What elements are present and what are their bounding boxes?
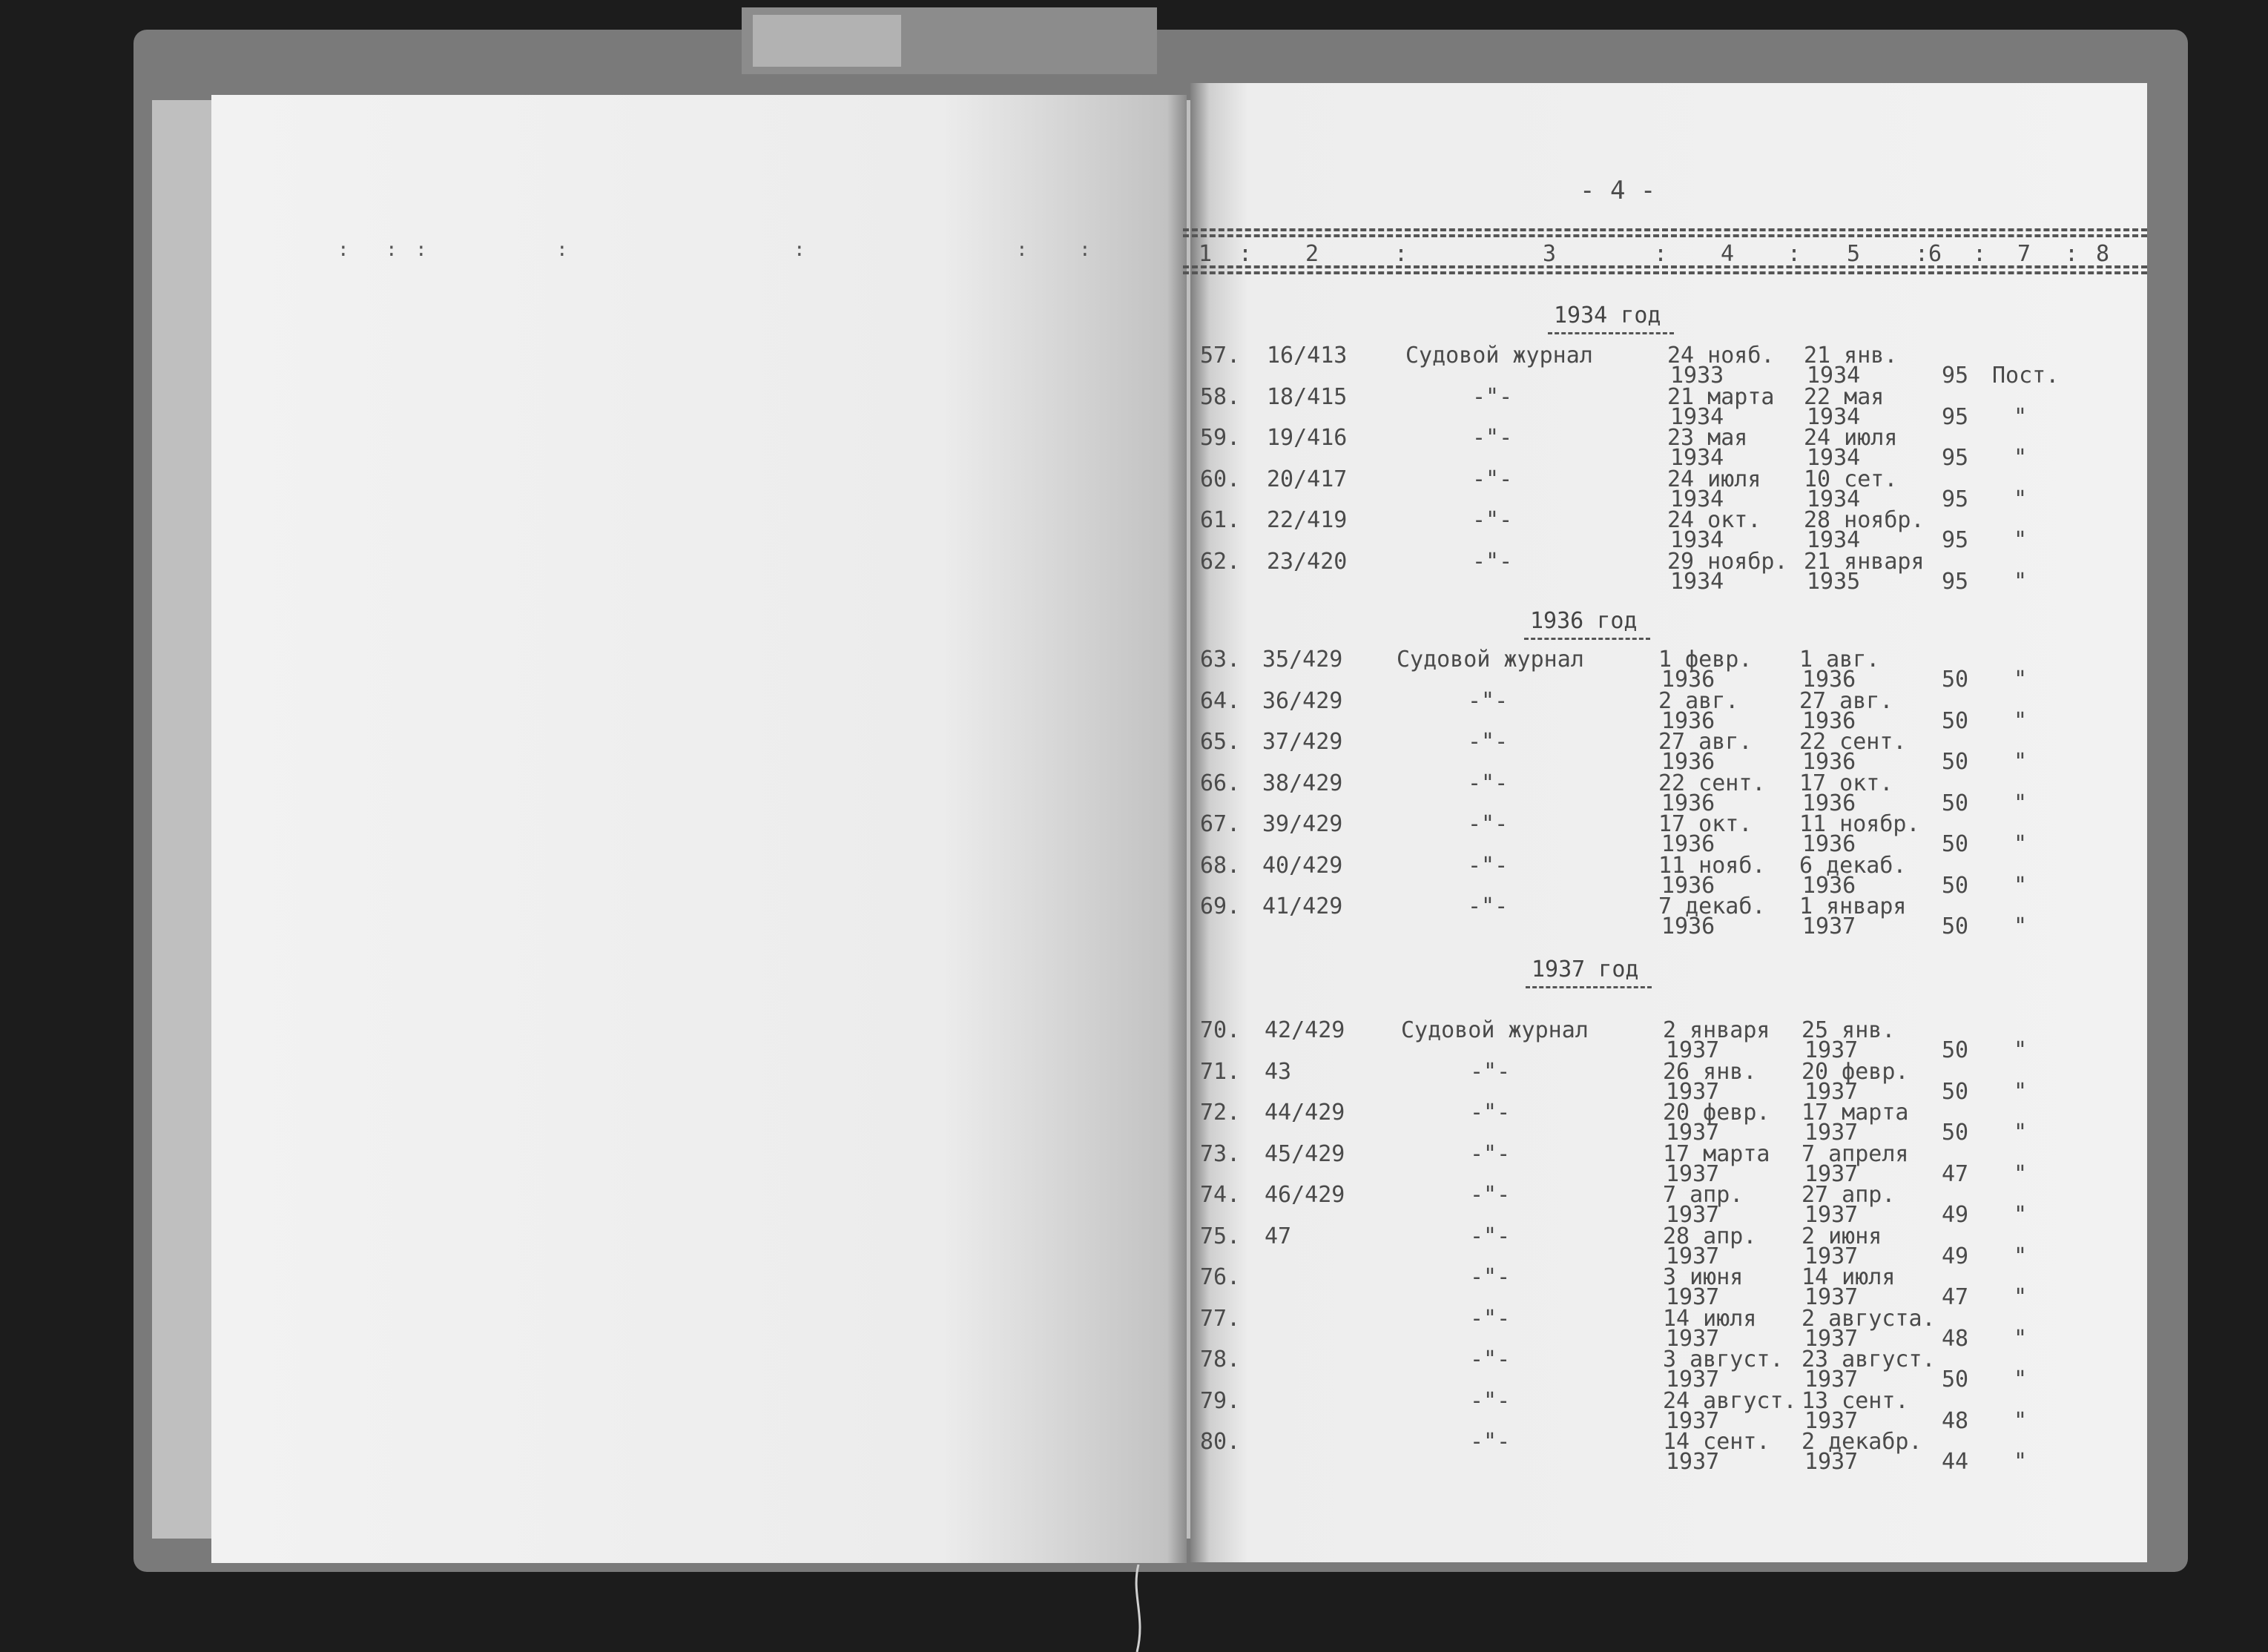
row-start-year: 1937: [1666, 1120, 1720, 1146]
row-note: ": [2014, 1202, 2028, 1228]
row-description: -"-: [1470, 1387, 1511, 1414]
row-number: 76.: [1200, 1264, 1241, 1290]
header-rule-bottom: [1183, 265, 2147, 268]
row-start-year: 1936: [1661, 707, 1715, 734]
header-rule-top: [1183, 228, 2147, 231]
header-col-7: :: [1787, 241, 1801, 267]
row-description: -"-: [1472, 466, 1513, 492]
row-note: ": [2014, 1325, 2028, 1352]
row-end-date: 1 авг.: [1799, 647, 1880, 673]
row-note: ": [2014, 749, 2028, 775]
row-description: -"-: [1470, 1100, 1511, 1126]
row-start-year: 1937: [1666, 1449, 1720, 1475]
row-count: 47: [1942, 1284, 1969, 1310]
row-end-year: 1934: [1807, 527, 1861, 553]
row-end-year: 1937: [1804, 1202, 1859, 1228]
row-end-date: 22 мая: [1804, 383, 1885, 410]
row-count: 50: [1942, 667, 1969, 693]
row-end-year: 1934: [1807, 403, 1861, 430]
row-code: 20/417: [1267, 466, 1348, 492]
row-number: 74.: [1200, 1182, 1241, 1208]
row-note: ": [2014, 913, 2028, 939]
row-end-year: 1937: [1804, 1160, 1859, 1187]
row-end-date: 6 декаб.: [1799, 852, 1907, 879]
row-count: 50: [1942, 1078, 1969, 1105]
row-end-date: 14 июля: [1801, 1264, 1896, 1290]
row-count: 95: [1942, 445, 1969, 471]
row-start-year: 1934: [1670, 527, 1724, 553]
row-end-year: 1937: [1804, 1367, 1859, 1392]
row-start-year: 1937: [1666, 1078, 1720, 1105]
row-description: -"-: [1468, 687, 1509, 714]
row-end-date: 27 апр.: [1801, 1182, 1896, 1208]
row-number: 70.: [1200, 1017, 1241, 1043]
row-count: 50: [1942, 749, 1969, 775]
row-start-date: 7 апр.: [1663, 1182, 1744, 1208]
row-start-date: 2 авг.: [1658, 687, 1739, 714]
row-number: 63.: [1200, 647, 1241, 673]
row-description: -"-: [1470, 1429, 1511, 1455]
row-start-year: 1937: [1666, 1367, 1720, 1392]
row-end-date: 2 декабр.: [1801, 1429, 1922, 1455]
binding-label: [753, 15, 901, 67]
row-start-year: 1934: [1670, 568, 1724, 595]
row-start-year: 1937: [1666, 1325, 1720, 1352]
row-end-year: 1934: [1807, 363, 1861, 389]
row-number: 60.: [1200, 466, 1241, 492]
row-note: ": [2014, 1407, 2028, 1434]
row-number: 69.: [1200, 893, 1241, 919]
section-year-underline: [1548, 332, 1674, 334]
row-note: ": [2014, 790, 2028, 816]
row-end-year: 1935: [1807, 568, 1861, 595]
left-page-mark: :: [1079, 239, 1091, 261]
row-end-year: 1937: [1804, 1449, 1859, 1475]
header-col-0: 1: [1199, 241, 1213, 267]
row-start-date: 23 мая: [1667, 425, 1748, 451]
row-count: 95: [1942, 486, 1969, 512]
row-note: ": [2014, 1243, 2028, 1269]
row-start-year: 1936: [1661, 749, 1715, 775]
header-col-12: :: [2065, 241, 2079, 267]
row-start-year: 1936: [1661, 667, 1715, 693]
row-end-date: 28 ноябр.: [1804, 507, 1925, 533]
row-start-year: 1937: [1666, 1037, 1720, 1063]
row-end-year: 1936: [1802, 707, 1856, 734]
row-start-date: 27 авг.: [1658, 729, 1753, 755]
row-end-date: 25 янв.: [1801, 1017, 1896, 1043]
row-end-year: 1936: [1802, 790, 1856, 816]
header-col-5: :: [1654, 241, 1668, 267]
row-note: ": [2014, 1120, 2028, 1146]
row-count: 50: [1942, 790, 1969, 816]
row-note: ": [2014, 707, 2028, 734]
section-year-underline: [1524, 638, 1650, 640]
row-description: -"-: [1472, 548, 1513, 575]
left-page: [211, 95, 1187, 1563]
row-start-year: 1934: [1670, 445, 1724, 471]
row-end-date: 17 окт.: [1799, 770, 1893, 796]
row-description: -"-: [1470, 1182, 1511, 1208]
row-end-date: 27 авг.: [1799, 687, 1893, 714]
row-count: 50: [1942, 831, 1969, 857]
row-start-date: 29 ноябр.: [1667, 548, 1788, 575]
left-page-mark: :: [556, 239, 568, 261]
row-end-date: 21 янв.: [1804, 343, 1898, 369]
row-count: 95: [1942, 527, 1969, 553]
header-rule-bottom-2: [1183, 271, 2147, 274]
header-col-4: 3: [1543, 241, 1557, 267]
row-end-date: 24 июля: [1804, 425, 1898, 451]
row-start-date: 1 февр.: [1658, 647, 1753, 673]
row-note: ": [2014, 1449, 2028, 1475]
row-count: 50: [1942, 1037, 1969, 1063]
row-count: 50: [1942, 707, 1969, 734]
header-col-2: 2: [1305, 241, 1319, 267]
row-start-date: 24 окт.: [1667, 507, 1761, 533]
row-description: Судовой журнал: [1397, 647, 1584, 673]
row-note: ": [2014, 1037, 2028, 1063]
row-end-date: 23 август.: [1801, 1347, 1936, 1372]
row-start-year: 1937: [1666, 1160, 1720, 1187]
row-end-date: 7 апреля: [1801, 1140, 1909, 1167]
row-number: 77.: [1200, 1305, 1241, 1332]
row-end-date: 2 августа.: [1801, 1305, 1936, 1332]
row-count: 49: [1942, 1243, 1969, 1269]
row-description: -"-: [1468, 893, 1509, 919]
row-count: 95: [1942, 568, 1969, 595]
row-start-date: 20 февр.: [1663, 1100, 1770, 1126]
row-start-date: 24 август.: [1663, 1387, 1797, 1414]
row-number: 75.: [1200, 1223, 1241, 1249]
row-code: 19/416: [1267, 425, 1348, 451]
row-code: 40/429: [1262, 852, 1343, 879]
row-start-date: 2 января: [1663, 1017, 1770, 1043]
row-count: 44: [1942, 1449, 1969, 1475]
row-start-date: 14 сент.: [1663, 1429, 1770, 1455]
row-end-date: 21 января: [1804, 548, 1925, 575]
row-number: 80.: [1200, 1429, 1241, 1455]
row-note: ": [2014, 527, 2028, 553]
row-end-year: 1937: [1804, 1284, 1859, 1310]
row-number: 72.: [1200, 1100, 1241, 1126]
row-code: 37/429: [1262, 729, 1343, 755]
header-col-10: :: [1973, 241, 1987, 267]
header-col-9: :6: [1915, 241, 1942, 267]
row-count: 95: [1942, 363, 1969, 389]
row-end-year: 1937: [1804, 1120, 1859, 1146]
row-end-year: 1937: [1804, 1037, 1859, 1063]
row-start-year: 1934: [1670, 403, 1724, 430]
row-count: 47: [1942, 1160, 1969, 1187]
row-end-date: 1 января: [1799, 893, 1907, 919]
row-end-date: 11 ноябр.: [1799, 811, 1920, 837]
row-start-year: 1937: [1666, 1407, 1720, 1434]
row-end-year: 1934: [1807, 445, 1861, 471]
row-note: ": [2014, 403, 2028, 430]
row-number: 58.: [1200, 383, 1241, 410]
row-note: ": [2014, 872, 2028, 899]
row-note: ": [2014, 831, 2028, 857]
row-number: 79.: [1200, 1387, 1241, 1414]
row-count: 50: [1942, 1120, 1969, 1146]
row-start-year: 1936: [1661, 831, 1715, 857]
row-number: 68.: [1200, 852, 1241, 879]
header-col-8: 5: [1847, 241, 1861, 267]
section-year: 1934 год: [1554, 303, 1661, 328]
header-col-13: 8: [2096, 241, 2110, 267]
row-description: -"-: [1472, 507, 1513, 533]
row-end-year: 1936: [1802, 872, 1856, 899]
row-start-year: 1933: [1670, 363, 1724, 389]
section-year-underline: [1526, 986, 1652, 988]
row-number: 62.: [1200, 548, 1241, 575]
row-description: -"-: [1470, 1058, 1511, 1085]
row-end-year: 1934: [1807, 486, 1861, 512]
row-start-date: 17 окт.: [1658, 811, 1753, 837]
row-description: -"-: [1472, 425, 1513, 451]
row-start-date: 3 июня: [1663, 1264, 1744, 1290]
row-end-year: 1937: [1802, 913, 1856, 939]
row-end-year: 1936: [1802, 749, 1856, 775]
row-start-year: 1936: [1661, 790, 1715, 816]
row-code: 44/429: [1265, 1100, 1345, 1126]
row-description: -"-: [1470, 1223, 1511, 1249]
row-number: 73.: [1200, 1140, 1241, 1167]
row-start-year: 1937: [1666, 1202, 1720, 1228]
row-end-year: 1937: [1804, 1325, 1859, 1352]
row-code: 35/429: [1262, 647, 1343, 673]
row-end-date: 17 марта: [1801, 1100, 1909, 1126]
row-code: 36/429: [1262, 687, 1343, 714]
row-description: -"-: [1472, 383, 1513, 410]
row-description: -"-: [1470, 1264, 1511, 1290]
row-count: 50: [1942, 1367, 1969, 1392]
row-start-date: 28 апр.: [1663, 1223, 1757, 1249]
row-code: 41/429: [1262, 893, 1343, 919]
row-end-date: 20 февр.: [1801, 1058, 1909, 1085]
page-number: - 4 -: [1580, 176, 1656, 205]
header-rule-top-2: [1183, 234, 2147, 237]
row-description: -"-: [1470, 1347, 1511, 1372]
row-description: -"-: [1468, 770, 1509, 796]
row-code: 47: [1265, 1223, 1292, 1249]
row-description: -"-: [1470, 1305, 1511, 1332]
row-code: 23/420: [1267, 548, 1348, 575]
row-start-year: 1937: [1666, 1284, 1720, 1310]
row-description: -"-: [1468, 811, 1509, 837]
row-code: 45/429: [1265, 1140, 1345, 1167]
row-description: Судовой журнал: [1405, 343, 1593, 369]
row-end-date: 2 июня: [1801, 1223, 1882, 1249]
section-year: 1936 год: [1530, 608, 1638, 634]
row-start-date: 26 янв.: [1663, 1058, 1757, 1085]
row-start-date: 21 марта: [1667, 383, 1775, 410]
row-end-year: 1937: [1804, 1407, 1859, 1434]
row-description: -"-: [1470, 1140, 1511, 1167]
left-page-mark: :: [337, 239, 349, 261]
row-end-year: 1936: [1802, 831, 1856, 857]
left-page-mark: :: [415, 239, 427, 261]
row-code: 46/429: [1265, 1182, 1345, 1208]
left-page-mark: :: [794, 239, 805, 261]
row-code: 16/413: [1267, 343, 1348, 369]
section-year: 1937 год: [1532, 956, 1639, 982]
row-code: 18/415: [1267, 383, 1348, 410]
row-start-date: 14 июля: [1663, 1305, 1757, 1332]
row-note: Пост.: [1992, 363, 2060, 389]
row-count: 48: [1942, 1407, 1969, 1434]
row-note: ": [2014, 1160, 2028, 1187]
row-end-date: 10 сет.: [1804, 466, 1898, 492]
left-page-mark: :: [1016, 239, 1028, 261]
row-number: 59.: [1200, 425, 1241, 451]
row-note: ": [2014, 486, 2028, 512]
row-start-year: 1936: [1661, 913, 1715, 939]
row-number: 65.: [1200, 729, 1241, 755]
row-count: 48: [1942, 1325, 1969, 1352]
row-note: ": [2014, 1367, 2028, 1392]
row-start-year: 1934: [1670, 486, 1724, 512]
row-number: 78.: [1200, 1347, 1241, 1372]
row-note: ": [2014, 1284, 2028, 1310]
row-start-date: 3 август.: [1663, 1347, 1784, 1372]
row-code: 42/429: [1265, 1017, 1345, 1043]
header-col-11: 7: [2017, 241, 2031, 267]
row-note: ": [2014, 445, 2028, 471]
row-start-date: 17 марта: [1663, 1140, 1770, 1167]
row-start-year: 1937: [1666, 1243, 1720, 1269]
row-count: 95: [1942, 403, 1969, 430]
row-count: 50: [1942, 913, 1969, 939]
row-number: 66.: [1200, 770, 1241, 796]
row-number: 71.: [1200, 1058, 1241, 1085]
row-start-date: 7 декаб.: [1658, 893, 1766, 919]
row-end-date: 13 сент.: [1801, 1387, 1909, 1414]
header-col-6: 4: [1721, 241, 1735, 267]
row-end-year: 1937: [1804, 1078, 1859, 1105]
row-code: 22/419: [1267, 507, 1348, 533]
row-start-date: 22 сент.: [1658, 770, 1766, 796]
row-code: 43: [1265, 1058, 1292, 1085]
row-description: Судовой журнал: [1401, 1017, 1589, 1043]
row-number: 61.: [1200, 507, 1241, 533]
header-col-3: :: [1394, 241, 1408, 267]
row-end-year: 1936: [1802, 667, 1856, 693]
row-note: ": [2014, 1078, 2028, 1105]
row-note: ": [2014, 568, 2028, 595]
row-start-date: 24 июля: [1667, 466, 1761, 492]
row-description: -"-: [1468, 729, 1509, 755]
row-description: -"-: [1468, 852, 1509, 879]
row-number: 67.: [1200, 811, 1241, 837]
row-start-year: 1936: [1661, 872, 1715, 899]
row-code: 39/429: [1262, 811, 1343, 837]
row-end-year: 1937: [1804, 1243, 1859, 1269]
row-note: ": [2014, 667, 2028, 693]
left-page-mark: :: [386, 239, 398, 261]
row-number: 64.: [1200, 687, 1241, 714]
row-number: 57.: [1200, 343, 1241, 369]
row-count: 50: [1942, 872, 1969, 899]
row-start-date: 24 нояб.: [1667, 343, 1775, 369]
bookmark-ribbon: [1124, 1565, 1153, 1652]
row-start-date: 11 нояб.: [1658, 852, 1766, 879]
header-col-1: :: [1239, 241, 1253, 267]
row-end-date: 22 сент.: [1799, 729, 1907, 755]
row-count: 49: [1942, 1202, 1969, 1228]
row-code: 38/429: [1262, 770, 1343, 796]
